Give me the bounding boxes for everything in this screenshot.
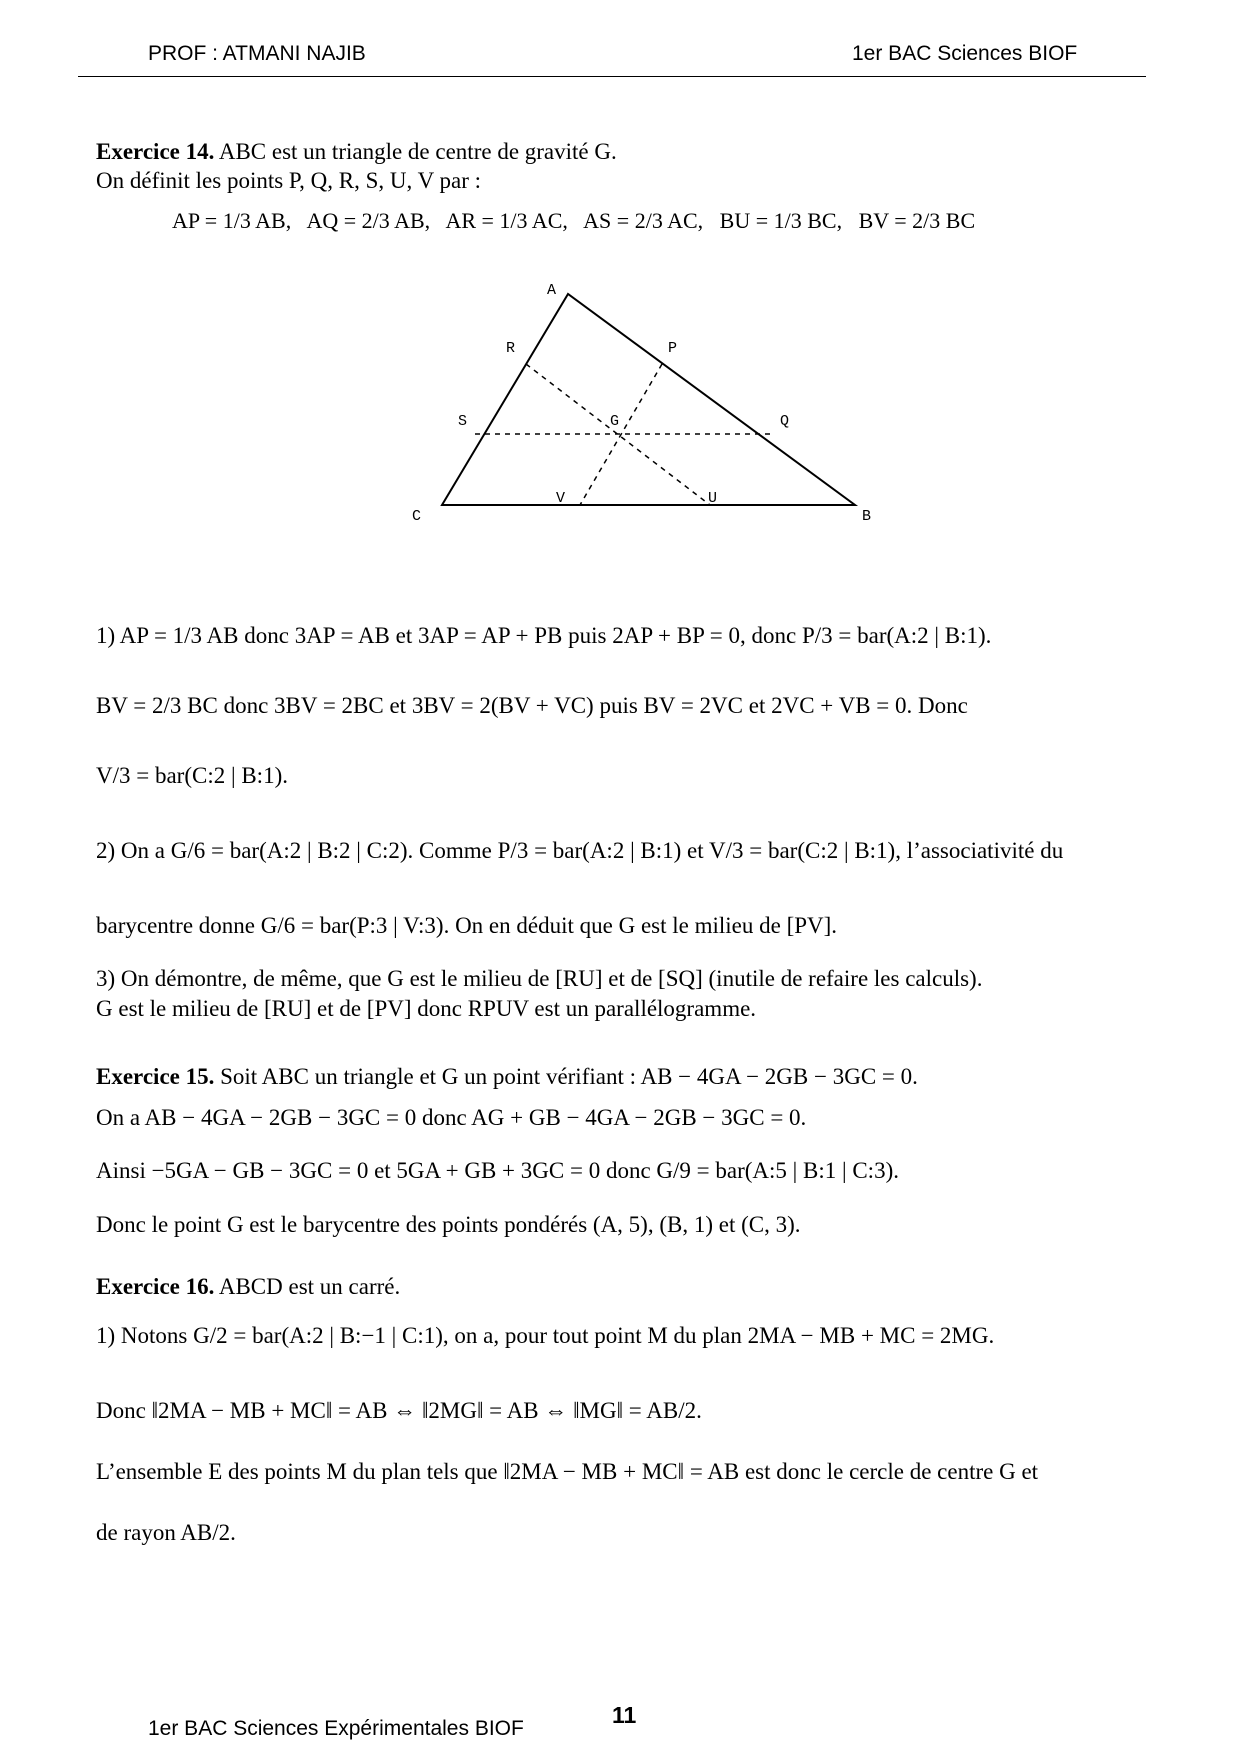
ex14-definitions: AP = 1/3 AB, AQ = 2/3 AB, AR = 1/3 AC, AS = 2/3 AC, BU = 1/3 BC, BV = 2/3 BC (172, 208, 976, 233)
ex14-q1-line1: 1) AP = 1/3 AB donc 3AP = AB et 3AP = AP + PB puis 2AP + BP = 0, donc P/3 = bar(A:2 | B:1). (96, 623, 992, 648)
ex14-title: Exercice 14. (96, 139, 215, 164)
ex15-line2: Ainsi −5GA − GB − 3GC = 0 et 5GA + GB + 3GC = 0 donc G/9 = bar(A:5 | B:1 | C:3). (96, 1158, 899, 1183)
ex16-heading (96, 1272, 400, 1302)
ex14-intro: On définit les points P, Q, R, S, U, V par : (96, 168, 482, 193)
header-level: 1er BAC Sciences BIOF (852, 42, 1078, 65)
label-r: R (506, 340, 516, 357)
ex14-heading (96, 137, 617, 167)
ex14-q1-line2: BV = 2/3 BC donc 3BV = 2BC et 3BV = 2(BV + VC) puis BV = 2VC et 2VC + VB = 0. Donc (96, 693, 968, 718)
ex15-statement: Soit ABC un triangle et G un point vérifiant : AB − 4GA − 2GB − 3GC = 0. (220, 1064, 918, 1089)
label-s: S (458, 413, 468, 430)
def-ap: AP = 1/3 AB (172, 208, 286, 233)
ex14-q3-line1: 3) On démontre, de même, que G est le milieu de [RU] et de [SQ] (inutile de refaire les calculs). (96, 966, 983, 991)
ex16-title: Exercice 16. (96, 1274, 215, 1299)
label-c: C (412, 508, 422, 525)
ex16-line2: Donc ‖2MA − MB + MC‖ = AB ⇔ ‖2MG‖ = AB ⇔ ‖MG‖ = AB/2. (96, 1398, 702, 1423)
label-a: A (547, 282, 557, 299)
ex14-q3-line2: G est le milieu de [RU] et de [PV] donc RPUV est un parallélogramme. (96, 996, 757, 1021)
ex16-line3: L’ensemble E des points M du plan tels que ‖2MA − MB + MC‖ = AB est donc le cercle de centre G et (96, 1459, 1039, 1484)
ex14-q1-line3: V/3 = bar(C:2 | B:1). (96, 763, 288, 788)
header-author: PROF : ATMANI NAJIB (148, 42, 366, 65)
def-bv: BV = 2/3 BC (858, 208, 976, 233)
label-u: U (708, 490, 718, 507)
def-as: AS = 2/3 AC (583, 208, 698, 233)
ex16-line1: 1) Notons G/2 = bar(A:2 | B:−1 | C:1), on a, pour tout point M du plan 2MA − MB + MC = 2MG. (96, 1323, 995, 1348)
ex14-q2-line2: barycentre donne G/6 = bar(P:3 | V:3). On en déduit que G est le milieu de [PV]. (96, 913, 838, 938)
def-ar: AR = 1/3 AC (445, 208, 563, 233)
label-g: G (610, 413, 620, 430)
triangle-abc (442, 294, 855, 505)
ex15-heading (96, 1062, 918, 1092)
header-rule (78, 76, 1146, 77)
ex15-line1: On a AB − 4GA − 2GB − 3GC = 0 donc AG + GB − 4GA − 2GB − 3GC = 0. (96, 1105, 807, 1130)
ex16-line4: de rayon AB/2. (96, 1520, 236, 1545)
label-q: Q (780, 413, 790, 430)
ex16-statement: ABCD est un carré. (218, 1274, 401, 1299)
label-b: B (862, 508, 872, 525)
footer-text: 1er BAC Sciences Expérimentales BIOF (148, 1717, 524, 1740)
ex15-line3: Donc le point G est le barycentre des points pondérés (A, 5), (B, 1) et (C, 3). (96, 1212, 801, 1237)
label-v: V (556, 490, 566, 507)
ex14-statement: ABC est un triangle de centre de gravité G. (218, 139, 617, 164)
def-aq: AQ = 2/3 AB (306, 208, 425, 233)
triangle-figure (400, 280, 900, 530)
page-number: 11 (612, 1702, 637, 1728)
ex14-q2-line1: 2) On a G/6 = bar(A:2 | B:2 | C:2). Comme P/3 = bar(A:2 | B:1) et V/3 = bar(C:2 | B:1), l’associativité du (96, 838, 1064, 863)
def-bu: BU = 1/3 BC (719, 208, 837, 233)
ex15-title: Exercice 15. (96, 1064, 215, 1089)
label-p: P (668, 340, 678, 357)
